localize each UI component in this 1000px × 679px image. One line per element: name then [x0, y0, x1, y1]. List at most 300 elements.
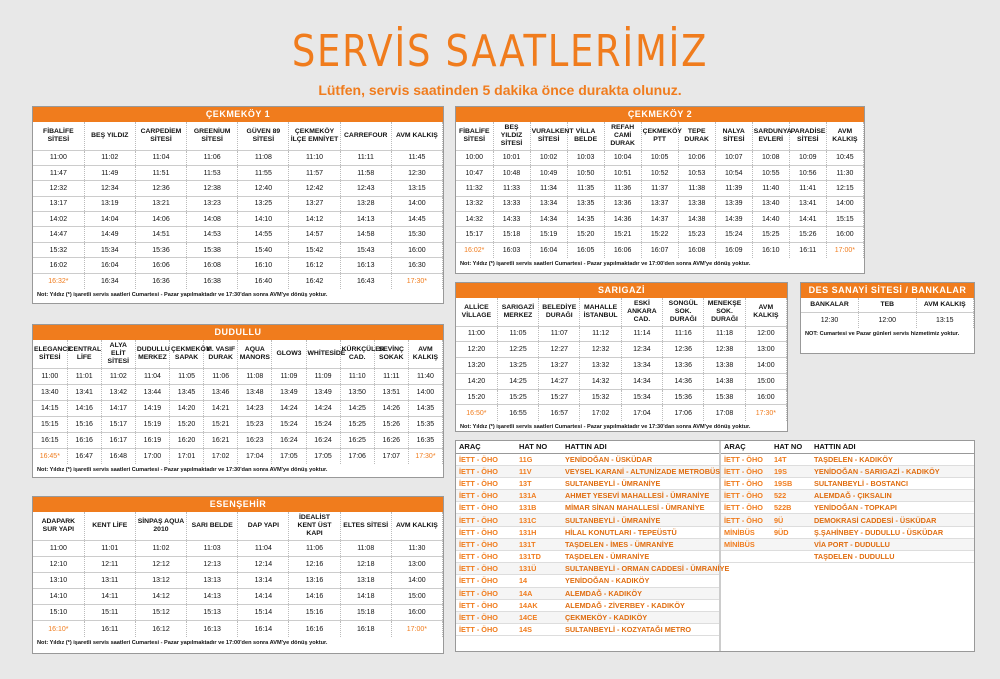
time-cell: 14:06	[135, 212, 186, 227]
column-header: GREENİUM SİTESİ	[187, 122, 238, 150]
panel-note: Not: Yıldız (*) işaretli servis saatleri Cumartesi - Pazar yapılmaktadır ve 17:00'den sonra AVM'ye dönüş yoktur.	[37, 640, 328, 647]
vehicle-type: İETT - ÖHO	[721, 490, 771, 502]
column-header: FİBALİFE SİTESİ	[33, 122, 84, 150]
time-cell: 15:21	[204, 416, 238, 432]
time-cell: 14:51	[135, 227, 186, 242]
time-cell: 11:02	[101, 368, 135, 384]
time-cell: 17:06	[663, 405, 704, 421]
time-cell: 14:38	[704, 373, 745, 389]
time-cell: 15:00	[391, 589, 442, 605]
line-name: HİLAL KONUTLARI - TEPEÜSTÜ	[562, 526, 719, 538]
time-cell: 15:32	[580, 389, 621, 405]
time-cell: 14:11	[84, 589, 135, 605]
time-cell: 16:35	[408, 432, 442, 448]
time-cell: 13:25	[238, 196, 289, 211]
time-cell: 13:00	[745, 342, 786, 358]
time-cell: 11:34	[530, 181, 567, 196]
line-name: YENİDOĞAN - SARIGAZİ - KADIKÖY	[811, 465, 974, 477]
column-header: FİBALİFE SİTESİ	[456, 122, 493, 150]
time-cell: 15:23	[238, 416, 272, 432]
time-cell: 14:18	[340, 589, 391, 605]
time-cell: 13:33	[493, 196, 530, 211]
time-cell: 15:34	[621, 389, 662, 405]
time-cell: 16:24	[272, 432, 306, 448]
time-cell: 14:10	[238, 212, 289, 227]
line-name: YENİDOĞAN - TOPKAPI	[811, 502, 974, 514]
line-name: TAŞDELEN - DUDULLU	[811, 551, 974, 563]
time-cell: 14:36	[663, 373, 704, 389]
column-header: AVM KALKIŞ	[391, 512, 442, 540]
time-cell: 16:02	[33, 258, 84, 273]
time-cell: 16:04	[84, 258, 135, 273]
time-cell: 10:52	[641, 165, 678, 180]
time-cell: 15:22	[641, 227, 678, 242]
time-cell: 16:00	[745, 389, 786, 405]
column-header: SARIGAZİ MERKEZ	[497, 298, 538, 326]
column-header: AVM KALKIŞ	[916, 298, 974, 312]
time-cell: 11:08	[238, 368, 272, 384]
time-cell: 13:38	[704, 358, 745, 374]
column-header: ESKİ ANKARA CAD.	[621, 298, 662, 326]
time-cell: 11:07	[539, 326, 580, 342]
time-cell: 15:25	[497, 389, 538, 405]
time-cell: 11:33	[493, 181, 530, 196]
column-header: CARREFOUR	[340, 122, 391, 150]
column-header: ÇEKMEKÖY PTT	[641, 122, 678, 150]
time-cell: 11:11	[340, 150, 391, 165]
route-table	[456, 441, 730, 636]
column-header: ELEGANCE SİTESİ	[33, 340, 67, 368]
column-header: AQUA MANORS	[238, 340, 272, 368]
time-cell: 11:01	[84, 540, 135, 556]
time-cell: 13:17	[33, 196, 84, 211]
line-name: VİA PORT - DUDULLU	[811, 538, 974, 550]
time-cell: 12:27	[539, 342, 580, 358]
column-header: TEB	[859, 298, 917, 312]
line-name: SULTANBEYLİ - BOSTANCI	[811, 477, 974, 489]
table-row	[456, 389, 787, 405]
time-cell: 16:45*	[33, 448, 67, 464]
time-cell: 16:16	[67, 432, 101, 448]
time-cell: 11:30	[391, 540, 442, 556]
time-cell: 13:49	[306, 384, 340, 400]
time-cell: 12:34	[84, 181, 135, 196]
time-cell: 13:16	[289, 572, 340, 588]
vehicle-type	[721, 551, 771, 563]
time-cell: 16:36	[135, 273, 186, 288]
vehicle-type: İETT - ÖHO	[721, 465, 771, 477]
time-cell: 14:40	[752, 212, 789, 227]
time-cell: 12:36	[663, 342, 704, 358]
time-cell: 11:09	[306, 368, 340, 384]
line-number	[771, 538, 811, 550]
column-header: REFAH CAMİ DURAK	[604, 122, 641, 150]
time-cell: 17:01	[170, 448, 204, 464]
time-cell: 15:36	[663, 389, 704, 405]
line-number: 522B	[771, 502, 811, 514]
column-header: VİLLA BELDE	[567, 122, 604, 150]
time-cell: 13:50	[340, 384, 374, 400]
time-cell: 11:02	[84, 150, 135, 165]
time-cell: 16:05	[567, 242, 604, 257]
column-header: ÇEKMEKÖY İLÇE EMNİYET	[289, 122, 340, 150]
time-cell: 16:47	[67, 448, 101, 464]
time-cell: 16:55	[497, 405, 538, 421]
time-cell: 15:16	[67, 416, 101, 432]
time-cell: 16:40	[238, 273, 289, 288]
time-cell: 16:19	[135, 432, 169, 448]
time-cell: 12:10	[33, 556, 84, 572]
table-row	[33, 556, 443, 572]
panel-title: DUDULLU	[33, 325, 443, 340]
time-cell: 15:24	[306, 416, 340, 432]
time-cell: 12:12	[135, 556, 186, 572]
time-cell: 11:30	[826, 165, 863, 180]
time-cell: 11:05	[170, 368, 204, 384]
time-cell: 15:12	[135, 605, 186, 621]
time-cell: 14:36	[604, 212, 641, 227]
time-cell: 11:04	[238, 540, 289, 556]
time-cell: 13:23	[187, 196, 238, 211]
line-number: 11G	[516, 453, 562, 465]
time-cell: 16:38	[187, 273, 238, 288]
time-cell: 13:11	[84, 572, 135, 588]
vehicle-type: İETT - ÖHO	[456, 538, 516, 550]
time-cell: 17:30*	[391, 273, 442, 288]
schedule-esensehir	[32, 496, 444, 654]
time-cell: 14:39	[715, 212, 752, 227]
time-cell: 14:12	[135, 589, 186, 605]
time-cell: 15:14	[238, 605, 289, 621]
time-cell: 12:13	[187, 556, 238, 572]
column-header: AVM KALKIŞ	[826, 122, 863, 150]
time-cell: 14:00	[391, 196, 442, 211]
line-name: SULTANBEYLİ - ÜMRANİYE	[562, 477, 719, 489]
schedule-sarigazi	[455, 282, 788, 432]
table-row	[33, 605, 443, 621]
time-cell: 14:35	[567, 212, 604, 227]
time-cell: 14:14	[238, 589, 289, 605]
time-cell: 15:13	[187, 605, 238, 621]
time-cell: 14:04	[84, 212, 135, 227]
time-cell: 12:14	[238, 556, 289, 572]
line-number: 13T	[516, 477, 562, 489]
time-cell: 16:04	[530, 242, 567, 257]
time-cell: 14:21	[204, 400, 238, 416]
time-cell: 16:12	[135, 621, 186, 637]
time-cell: 11:10	[340, 368, 374, 384]
page-subtitle: Lütfen, servis saatinden 5 dakika önce durakta olunuz.	[318, 82, 682, 98]
column-header: SONGÜL SOK. DURAĞI	[663, 298, 704, 326]
time-cell: 11:57	[289, 165, 340, 180]
time-cell: 11:32	[456, 181, 493, 196]
line-number: 14	[516, 575, 562, 587]
time-cell: 14:20	[170, 400, 204, 416]
line-name: ALEMDAĞ - ÇIKSALIN	[811, 490, 974, 502]
route-row	[456, 490, 719, 502]
route-row	[721, 465, 974, 477]
route-column-header: HAT NO	[516, 441, 562, 453]
time-cell: 16:13	[187, 621, 238, 637]
time-cell: 14:17	[101, 400, 135, 416]
vehicle-type: İETT - ÖHO	[456, 502, 516, 514]
time-cell: 13:12	[135, 572, 186, 588]
time-cell: 14:45	[391, 212, 442, 227]
time-cell: 16:21	[204, 432, 238, 448]
table-row	[456, 212, 864, 227]
time-cell: 16:09	[715, 242, 752, 257]
line-number: 131TD	[516, 551, 562, 563]
table-row	[456, 150, 864, 165]
line-number: 19S	[771, 465, 811, 477]
time-cell: 17:07	[374, 448, 408, 464]
time-cell: 16:15	[33, 432, 67, 448]
time-cell: 14:13	[187, 589, 238, 605]
route-list-right	[721, 441, 974, 651]
column-header: BELEDİYE DURAĞI	[539, 298, 580, 326]
line-number: 19SB	[771, 477, 811, 489]
time-cell: 17:05	[272, 448, 306, 464]
column-header: VURALKENT SİTESİ	[530, 122, 567, 150]
time-cell: 10:00	[456, 150, 493, 165]
column-header: SİNPAŞ AQUA 2010	[135, 512, 186, 540]
time-cell: 11:14	[621, 326, 662, 342]
column-header: BEŞ YILDIZ	[84, 122, 135, 150]
column-header: AVM KALKIŞ	[391, 122, 442, 150]
time-cell: 11:11	[374, 368, 408, 384]
time-cell: 11:39	[715, 181, 752, 196]
vehicle-type: İETT - ÖHO	[456, 490, 516, 502]
table-row	[33, 432, 443, 448]
time-cell: 13:41	[67, 384, 101, 400]
time-cell: 17:02	[580, 405, 621, 421]
column-header: SARDUNYA EVLERİ	[752, 122, 789, 150]
schedule-table	[33, 512, 443, 637]
time-cell: 15:40	[238, 242, 289, 257]
table-row	[33, 572, 443, 588]
route-row	[456, 526, 719, 538]
time-cell: 14:00	[391, 572, 442, 588]
time-cell: 10:45	[826, 150, 863, 165]
time-cell: 15:38	[187, 242, 238, 257]
table-row	[456, 165, 864, 180]
table-row	[456, 405, 787, 421]
time-cell: 10:05	[641, 150, 678, 165]
time-cell: 15:17	[456, 227, 493, 242]
time-cell: 13:15	[391, 181, 442, 196]
time-cell: 15:25	[752, 227, 789, 242]
route-column-header: HATTIN ADI	[811, 441, 974, 453]
vehicle-type: İETT - ÖHO	[456, 477, 516, 489]
schedule-table	[33, 340, 443, 464]
column-header: CENTRAL LİFE	[67, 340, 101, 368]
table-row	[801, 312, 974, 328]
line-number: 131H	[516, 526, 562, 538]
time-cell: 11:35	[567, 181, 604, 196]
route-row	[456, 453, 719, 465]
line-number: 522	[771, 490, 811, 502]
time-cell: 14:49	[84, 227, 135, 242]
table-row	[33, 540, 443, 556]
time-cell: 16:03	[493, 242, 530, 257]
time-cell: 16:48	[101, 448, 135, 464]
time-cell: 11:00	[33, 368, 67, 384]
time-cell: 16:00	[391, 242, 442, 257]
line-name: SULTANBEYLİ - ÜMRANİYE	[562, 514, 719, 526]
time-cell: 16:02*	[456, 242, 493, 257]
time-cell: 12:42	[289, 181, 340, 196]
route-row	[456, 587, 719, 599]
time-cell: 15:34	[84, 242, 135, 257]
time-cell: 11:08	[340, 540, 391, 556]
time-cell: 16:42	[289, 273, 340, 288]
time-cell: 14:19	[135, 400, 169, 416]
time-cell: 11:10	[289, 150, 340, 165]
time-cell: 14:26	[374, 400, 408, 416]
column-header: NALYA SİTESİ	[715, 122, 752, 150]
route-row	[456, 477, 719, 489]
time-cell: 13:34	[530, 196, 567, 211]
line-name: YENİDOĞAN - ÜSKÜDAR	[562, 453, 719, 465]
time-cell: 13:28	[340, 196, 391, 211]
time-cell: 14:57	[289, 227, 340, 242]
time-cell: 10:01	[493, 150, 530, 165]
time-cell: 11:03	[187, 540, 238, 556]
table-row	[456, 227, 864, 242]
time-cell: 11:41	[789, 181, 826, 196]
schedule-des	[800, 282, 975, 354]
time-cell: 14:41	[789, 212, 826, 227]
time-cell: 11:04	[135, 150, 186, 165]
column-header: BANKALAR	[801, 298, 859, 312]
time-cell: 16:11	[84, 621, 135, 637]
time-cell: 11:00	[456, 326, 497, 342]
time-cell: 13:36	[604, 196, 641, 211]
page-title: SERVİS SAATLERİMİZ	[291, 26, 709, 77]
table-row	[456, 373, 787, 389]
line-name: TAŞDELEN - ÜMRANİYE	[562, 551, 719, 563]
time-cell: 11:06	[289, 540, 340, 556]
time-cell: 12:38	[704, 342, 745, 358]
time-cell: 12:36	[135, 181, 186, 196]
time-cell: 17:30*	[745, 405, 786, 421]
time-cell: 15:26	[374, 416, 408, 432]
line-number: 14S	[516, 624, 562, 636]
time-cell: 13:46	[204, 384, 238, 400]
table-row	[456, 196, 864, 211]
vehicle-type: İETT - ÖHO	[456, 465, 516, 477]
time-cell: 13:44	[135, 384, 169, 400]
time-cell: 17:08	[704, 405, 745, 421]
time-cell: 16:14	[238, 621, 289, 637]
route-row	[456, 575, 719, 587]
column-header: M. VASIF DURAK	[204, 340, 238, 368]
time-cell: 12:00	[859, 312, 917, 328]
column-header: DAP YAPI	[238, 512, 289, 540]
route-row	[456, 563, 719, 575]
table-row	[33, 150, 443, 165]
time-cell: 13:21	[135, 196, 186, 211]
time-cell: 14:58	[340, 227, 391, 242]
time-cell: 15:27	[539, 389, 580, 405]
line-number: 131B	[516, 502, 562, 514]
route-list	[455, 440, 975, 652]
time-cell: 11:18	[704, 326, 745, 342]
column-header: AVM KALKIŞ	[408, 340, 442, 368]
route-list-left	[456, 441, 730, 651]
time-cell: 14:00	[408, 384, 442, 400]
time-cell: 14:38	[678, 212, 715, 227]
time-cell: 16:10	[752, 242, 789, 257]
time-cell: 16:26	[374, 432, 408, 448]
vehicle-type: İETT - ÖHO	[456, 611, 516, 623]
line-name: SULTANBEYLİ - ORMAN CADDESİ - ÜMRANİYE	[562, 563, 719, 575]
time-cell: 15:15	[826, 212, 863, 227]
time-cell: 10:08	[752, 150, 789, 165]
time-cell: 14:32	[456, 212, 493, 227]
line-name: SULTANBEYLİ - KOZYATAĞI METRO	[562, 624, 719, 636]
time-cell: 13:49	[272, 384, 306, 400]
time-cell: 14:25	[340, 400, 374, 416]
route-row	[721, 490, 974, 502]
time-cell: 16:20	[170, 432, 204, 448]
time-cell: 12:30	[391, 165, 442, 180]
time-cell: 15:17	[101, 416, 135, 432]
time-cell: 14:00	[826, 196, 863, 211]
schedule-cekmekoy2	[455, 106, 865, 274]
time-cell: 14:16	[67, 400, 101, 416]
time-cell: 14:10	[33, 589, 84, 605]
time-cell: 11:00	[33, 150, 84, 165]
time-cell: 11:45	[391, 150, 442, 165]
time-cell: 10:04	[604, 150, 641, 165]
time-cell: 17:02	[204, 448, 238, 464]
time-cell: 14:34	[621, 373, 662, 389]
table-row	[33, 258, 443, 273]
time-cell: 15:24	[715, 227, 752, 242]
panel-title: ÇEKMEKÖY 2	[456, 107, 864, 122]
time-cell: 14:55	[238, 227, 289, 242]
column-header: ALLİCE VİLLAGE	[456, 298, 497, 326]
time-cell: 13:32	[580, 358, 621, 374]
time-cell: 13:27	[289, 196, 340, 211]
line-name: DEMOKRASİ CADDESİ - ÜSKÜDAR	[811, 514, 974, 526]
time-cell: 14:32	[580, 373, 621, 389]
time-cell: 16:00	[391, 605, 442, 621]
line-name: Ş.ŞAHİNBEY - DUDULLU - ÜSKÜDAR	[811, 526, 974, 538]
time-cell: 14:13	[340, 212, 391, 227]
table-row	[33, 242, 443, 257]
vehicle-type: İETT - ÖHO	[456, 551, 516, 563]
line-number: 9Ü	[771, 514, 811, 526]
time-cell: 10:56	[789, 165, 826, 180]
time-cell: 17:04	[621, 405, 662, 421]
panel-title: DES SANAYİ SİTESİ / BANKALAR	[801, 283, 974, 298]
line-name: ÇEKMEKÖY - KADIKÖY	[562, 611, 719, 623]
table-row	[33, 589, 443, 605]
time-cell: 14:23	[238, 400, 272, 416]
time-cell: 13:40	[33, 384, 67, 400]
time-cell: 14:24	[272, 400, 306, 416]
table-row	[33, 448, 443, 464]
time-cell: 16:08	[187, 258, 238, 273]
line-name: TAŞDELEN - İMES - ÜMRANİYE	[562, 538, 719, 550]
time-cell: 10:03	[567, 150, 604, 165]
route-row	[456, 465, 719, 477]
time-cell: 10:49	[530, 165, 567, 180]
time-cell: 13:19	[84, 196, 135, 211]
time-cell: 11:58	[340, 165, 391, 180]
